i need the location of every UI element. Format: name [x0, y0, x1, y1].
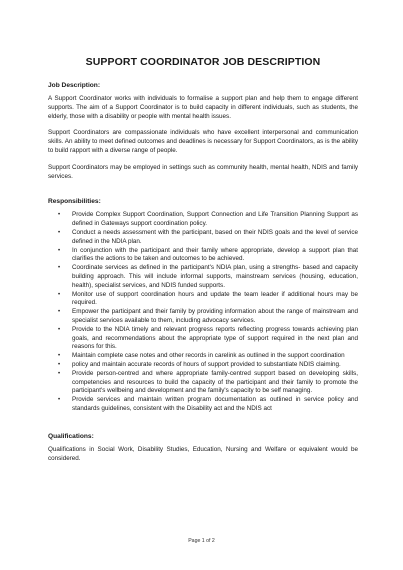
paragraph-3: Support Coordinators may be employed in settings such as community health, mental health, NDIS and family services. — [48, 163, 358, 180]
bullet-icon: • — [58, 247, 61, 254]
document-title: SUPPORT COORDINATOR JOB DESCRIPTION — [85, 56, 321, 68]
bullet-icon: • — [58, 212, 61, 219]
bullet-icon: • — [58, 370, 61, 377]
bullet-icon: • — [58, 353, 61, 360]
list-item-text: In conjunction with the participant and their family where appropriate, develop a support plan that clarifies the actions to be taken and outcomes to be achieved. — [72, 246, 358, 263]
paragraph-1: A Support Coordinator works with individuals to formalise a support plan and help them to engage different supports. The aim of a Support Coordinator is to build capacity in different individuals, such as students, the elderly, those with a disability or people with mental health issues. — [48, 95, 358, 120]
qualifications-text: Qualifications in Social Work, Disability Studies, Education, Nursing and Welfare or equivalent would be considered. — [48, 445, 358, 462]
paragraph-2: Support Coordinators are compassionate individuals who have excellent interpersonal and communication skills. An ability to meet defined outcomes and deadlines is necessary for Support Coordinators, as is the ability to build rapport with a diverse range of people. — [48, 129, 358, 154]
responsibilities-heading: Responsibilities: — [48, 198, 101, 206]
list-item — [58, 247, 358, 265]
list-item — [58, 264, 358, 290]
bullet-icon: • — [58, 229, 61, 236]
list-item — [58, 229, 358, 247]
list-item — [58, 291, 358, 309]
qualifications-heading: Qualifications: — [48, 432, 94, 440]
list-item-text: Conduct a needs assessment with the participant, based on their NDIS goals and the level of service defined in the NDIA plan. — [72, 228, 358, 245]
job-description-heading: Job Description: — [48, 82, 101, 89]
list-item-text: Maintain complete case notes and other records in carelink as outlined in the support coordination — [72, 352, 345, 360]
list-item-text: Monitor use of support coordination hours and update the team leader if additional hours may be required. — [72, 290, 358, 307]
list-item-text: Provide services and maintain written program documentation as outlined in service policy and standards guidelines, consistent with the Disability act and the NDIS act — [72, 396, 358, 412]
page-number: Page 1 of 2 — [188, 538, 215, 544]
list-item-text: Empower the participant and their family by providing information about the range of mainstream and specialist services available to them, including advocacy services. — [72, 308, 358, 324]
list-item — [58, 352, 358, 361]
list-item-text: policy and maintain accurate records of hours of support provided to substantiate NDIS claiming. — [72, 360, 341, 368]
bullet-icon: • — [58, 361, 61, 368]
section-spacer — [48, 424, 358, 433]
list-item — [58, 308, 358, 326]
section-spacer — [48, 189, 358, 198]
list-item — [58, 326, 358, 352]
bullet-icon: • — [58, 326, 61, 333]
list-item — [58, 370, 358, 396]
bullet-icon: • — [58, 265, 61, 272]
list-item — [58, 396, 358, 414]
list-item-text: Provide person-centred and where appropriate family-centred support based on developing skills, competencies and resources to build the capacity of the participant and their family to promote the participant's wellbeing and development and the family's capacity to be self managing. — [72, 369, 358, 395]
list-item-text: Coordinate services as defined in the participant's NDIA plan, using a strengths- based and capacity building approach. This will include informal supports, mainstream services (housing, education, health), specialist services, and NDIS funded supports. — [72, 264, 358, 289]
responsibilities-list — [48, 211, 358, 413]
bullet-icon: • — [58, 309, 61, 316]
list-item — [58, 211, 358, 229]
bullet-icon: • — [58, 397, 61, 404]
list-item — [58, 361, 358, 370]
list-item-text: Provide Complex Support Coordination, Support Connection and Life Transition Planning Support as defined in Gateways support coordination policy. — [72, 211, 358, 228]
list-item-text: Provide to the NDIA timely and relevant progress reports reflecting progress towards achieving plan goals, and recommendations about the appropriate type of support required in the next plan and reasons for this. — [72, 325, 358, 351]
bullet-icon: • — [58, 291, 61, 298]
